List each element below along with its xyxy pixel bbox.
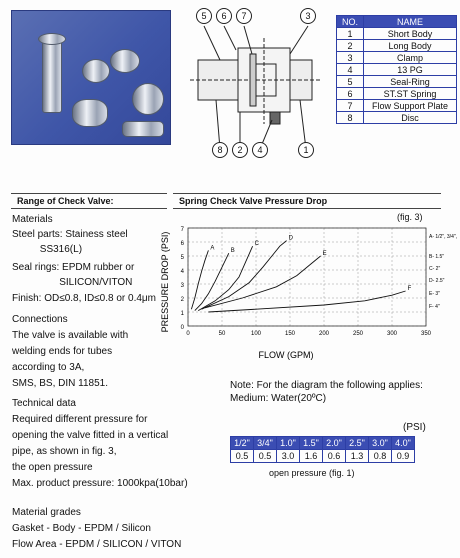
text-line: the open pressure	[12, 462, 93, 473]
valve-section-diagram	[180, 8, 328, 158]
value-cell: 3.0	[277, 450, 300, 463]
note-line: Medium: Water(20ºC)	[230, 393, 327, 404]
table-row	[337, 76, 457, 88]
text-line: according to 3A,	[12, 362, 85, 373]
size-cell: 3.0"	[369, 437, 392, 450]
part-no: 8	[337, 112, 364, 124]
legend-entry: C- 2"	[429, 266, 441, 272]
size-cell: 1.5"	[300, 437, 323, 450]
part-name: Flow Support Plate	[364, 100, 457, 112]
part-name: Short Body	[364, 28, 457, 40]
part-name: Disc	[364, 112, 457, 124]
product-photo	[11, 10, 171, 145]
series-label-c: C	[254, 241, 259, 248]
x-tick-label: 0	[186, 331, 190, 337]
text-connections-heading: Connections	[12, 314, 68, 325]
callout-top: 5	[196, 8, 212, 24]
table-row	[337, 40, 457, 52]
series-label-f: F	[407, 286, 412, 292]
series-line-f	[208, 291, 405, 312]
series-label-d: D	[288, 235, 293, 242]
size-cell: 1/2"	[231, 437, 254, 450]
legend-entry: F- 4"	[429, 304, 440, 310]
value-cell: 0.5	[254, 450, 277, 463]
callout-bottom: 1	[298, 142, 314, 158]
pressure-drop-header: Spring Check Valve Pressure Drop	[173, 193, 441, 209]
text-line: SS316(L)	[12, 244, 83, 255]
chart-svg	[160, 222, 458, 362]
text-line: Steel parts: Stainess steel	[12, 229, 128, 240]
text-line: welding ends for tubes	[12, 346, 113, 357]
fitting-part	[82, 59, 110, 83]
part-no: 6	[337, 88, 364, 100]
value-cell: 0.6	[323, 450, 346, 463]
x-axis-label: FLOW (GPM)	[258, 350, 314, 360]
note-line: Note: For the diagram the following applies:	[230, 380, 423, 391]
table-row	[337, 52, 457, 64]
series-line-a	[191, 250, 208, 309]
series-line-b	[195, 253, 229, 310]
y-tick-label: 6	[180, 241, 184, 247]
parts-table	[336, 15, 457, 124]
series-label-e: E	[322, 251, 327, 257]
y-tick-label: 3	[180, 283, 184, 289]
table-row	[337, 64, 457, 76]
parts-table-header	[337, 16, 457, 28]
callout-top: 6	[216, 8, 232, 24]
text-line: Max. product pressure: 1000kpa(10bar)	[12, 478, 188, 489]
y-tick-label: 0	[180, 325, 184, 331]
series-label-a: A	[210, 245, 215, 252]
y-tick-label: 7	[180, 227, 184, 233]
value-cell: 0.9	[392, 450, 415, 463]
open-pressure-table	[230, 436, 415, 463]
text-line: Required different pressure for	[12, 414, 148, 425]
callout-bottom: 4	[252, 142, 268, 158]
x-tick-label: 50	[218, 331, 226, 337]
value-cell: 1.6	[300, 450, 323, 463]
body-part	[72, 99, 108, 127]
callout-bottom: 2	[232, 142, 248, 158]
legend-entry: D- 2.5"	[429, 278, 445, 284]
x-tick-label: 200	[318, 331, 330, 337]
diagram-note	[230, 379, 423, 405]
clamp-ring-part	[38, 33, 66, 45]
text-line: pipe, as shown in fig. 3,	[12, 446, 117, 457]
text-line: SILICON/VITON	[12, 277, 133, 288]
y-tick-label: 5	[180, 255, 184, 261]
text-line: Gasket - Body - EPDM / Silicon	[12, 523, 151, 534]
sizes-row	[231, 437, 415, 450]
legend-entry: A- 1/2", 3/4",	[429, 234, 458, 240]
text-technical-heading: Technical data	[12, 398, 76, 409]
x-tick-label: 100	[250, 331, 262, 337]
fitting-part	[110, 49, 140, 73]
text-line: SMS, BS, DIN 11851.	[12, 378, 108, 389]
size-cell: 4.0"	[392, 437, 415, 450]
x-tick-label: 350	[420, 331, 432, 337]
part-name: Clamp	[364, 52, 457, 64]
value-cell: 0.8	[369, 450, 392, 463]
callout-bottom: 8	[212, 142, 228, 158]
y-axis-label: PRESSURE DROP (PSI)	[160, 231, 170, 333]
values-row	[231, 450, 415, 463]
size-cell: 2.0"	[323, 437, 346, 450]
y-tick-label: 2	[180, 297, 184, 303]
long-body-part	[42, 41, 62, 113]
y-tick-label: 1	[180, 311, 184, 317]
valve-section-drawing	[180, 8, 328, 158]
disc-part	[132, 83, 164, 115]
x-tick-label: 300	[386, 331, 398, 337]
y-tick-label: 4	[180, 269, 184, 275]
size-cell: 3/4"	[254, 437, 277, 450]
table-row	[337, 112, 457, 124]
x-tick-label: 150	[284, 331, 296, 337]
part-name: Seal-Ring	[364, 76, 457, 88]
part-name: 13 PG	[364, 64, 457, 76]
text-line: The valve is available with	[12, 330, 129, 341]
size-cell: 1.0"	[277, 437, 300, 450]
part-no: 4	[337, 64, 364, 76]
part-no: 3	[337, 52, 364, 64]
psi-unit-label: (PSI)	[403, 422, 426, 433]
series-label-b: B	[230, 248, 235, 255]
part-no: 1	[337, 28, 364, 40]
part-name: ST.ST Spring	[364, 88, 457, 100]
value-cell: 1.3	[346, 450, 369, 463]
part-name: Long Body	[364, 40, 457, 52]
text-line: Finish: OD≤0.8, ID≤0.8 or 0.4μm	[12, 293, 157, 304]
size-cell: 2.5"	[346, 437, 369, 450]
part-no: 5	[337, 76, 364, 88]
text-line: opening the valve fitted in a vertical	[12, 430, 169, 441]
text-line: Flow Area - EPDM / SILICON / VITON	[12, 539, 182, 550]
legend-entry: B- 1.5"	[429, 254, 445, 260]
table-row	[337, 100, 457, 112]
part-no: 2	[337, 40, 364, 52]
range-header: Range of Check Valve:	[11, 193, 167, 209]
x-tick-label: 250	[352, 331, 364, 337]
text-materials-heading: Materials	[12, 214, 53, 225]
value-cell: 0.5	[231, 450, 254, 463]
col-name: NAME	[364, 16, 457, 28]
open-pressure-caption: open pressure (fig. 1)	[269, 468, 355, 478]
text-line: Seal rings: EPDM rubber or	[12, 262, 135, 273]
legend-entry: E- 3"	[429, 291, 440, 297]
text-material-grades-heading: Material grades	[12, 507, 81, 518]
pressure-drop-chart	[160, 222, 458, 362]
short-body-part	[122, 121, 164, 137]
fig3-label: (fig. 3)	[397, 212, 423, 222]
part-no: 7	[337, 100, 364, 112]
table-row	[337, 88, 457, 100]
callout-top: 3	[300, 8, 316, 24]
table-row	[337, 28, 457, 40]
callout-top: 7	[236, 8, 252, 24]
col-no: NO.	[337, 16, 364, 28]
